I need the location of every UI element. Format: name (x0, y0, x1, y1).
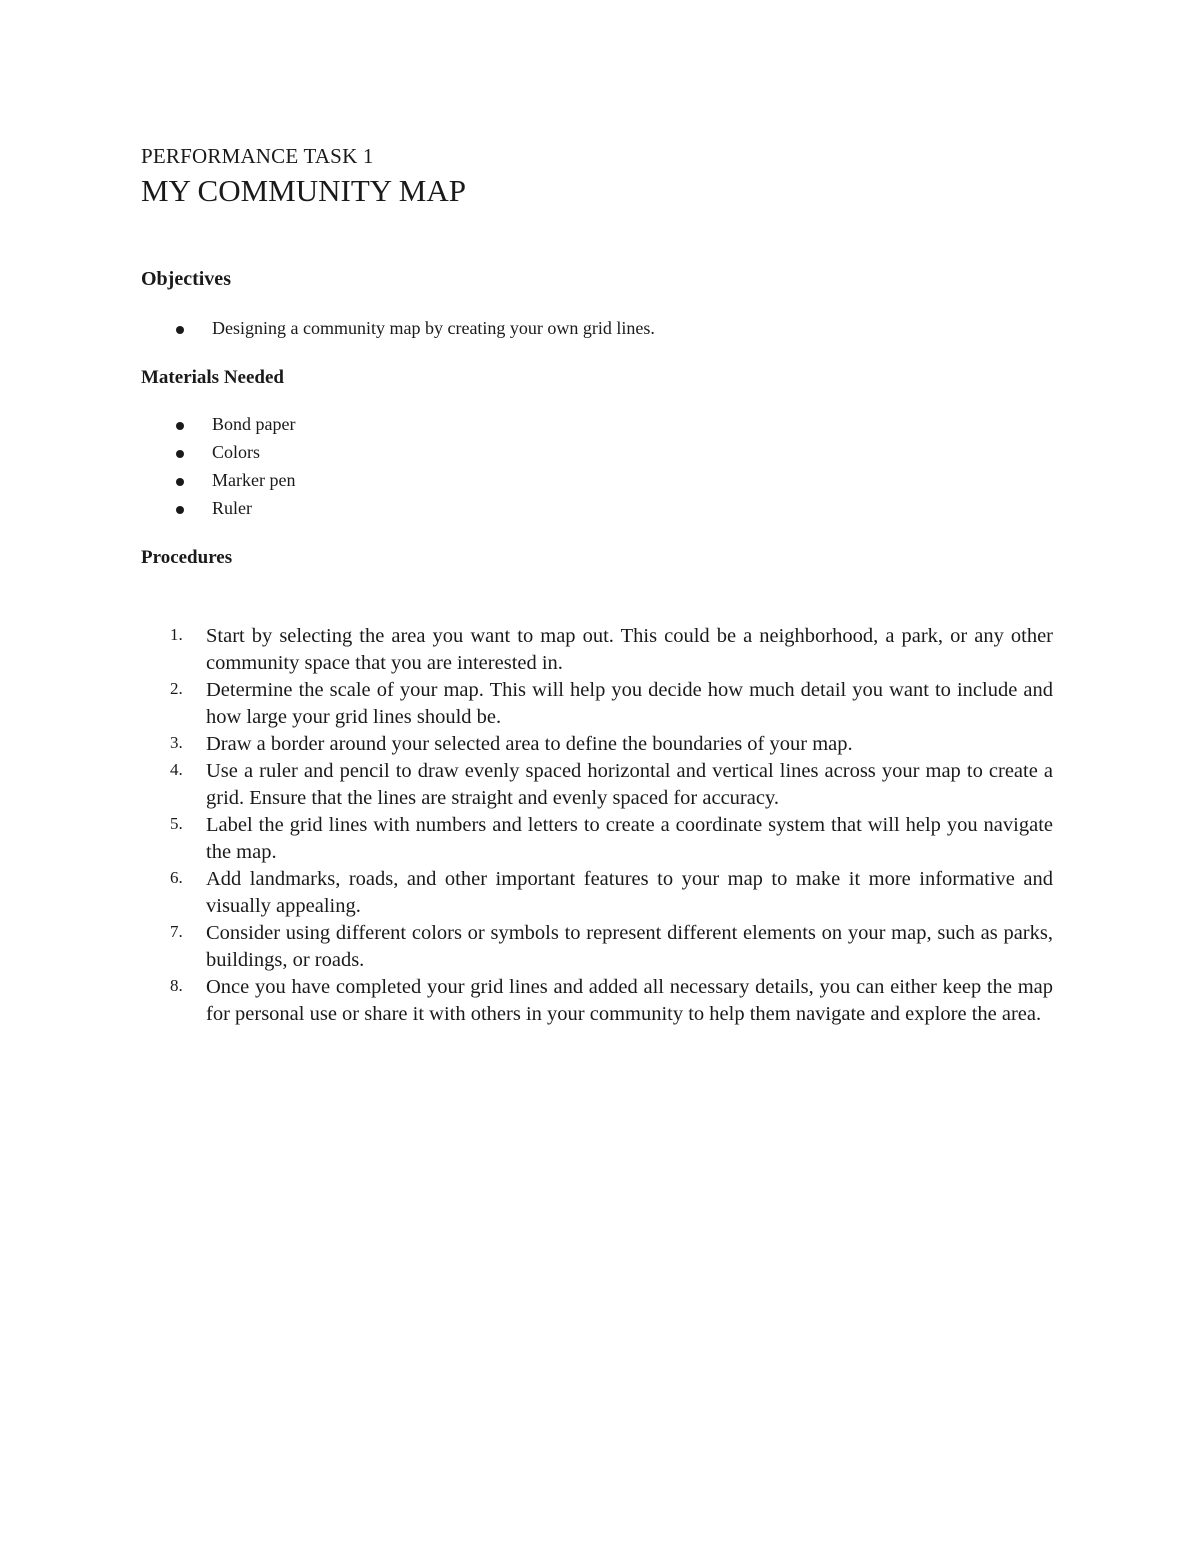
step-number: 7. (170, 922, 183, 941)
step-text: Once you have completed your grid lines and added all necessary details, you can either keep the map for personal use or share it with others in your community to help them navigate and explore the area. (206, 976, 1053, 1025)
list-item (0, 318, 1200, 346)
materials-list (0, 414, 1200, 526)
procedure-step (0, 758, 1200, 812)
step-text: Use a ruler and pencil to draw evenly spaced horizontal and vertical lines across your map to create a grid. Ensure that the lines are straight and evenly spaced for accuracy. (206, 760, 1053, 809)
step-text: Start by selecting the area you want to map out. This could be a neighborhood, a park, or any other community space that you are interested in. (206, 625, 1053, 674)
bullet-icon (176, 422, 184, 430)
procedure-step (0, 866, 1200, 920)
material-text: Marker pen (212, 470, 296, 490)
procedure-step (0, 623, 1200, 677)
step-number: 2. (170, 679, 183, 698)
bullet-icon (176, 506, 184, 514)
step-number: 1. (170, 625, 183, 644)
step-text: Determine the scale of your map. This will help you decide how much detail you want to include and how large your grid lines should be. (206, 679, 1053, 728)
objectives-list (0, 318, 1200, 346)
procedures-heading: Procedures (141, 547, 233, 568)
list-item (0, 442, 1200, 470)
material-text: Ruler (212, 498, 252, 518)
step-number: 4. (170, 760, 183, 779)
procedure-step (0, 920, 1200, 974)
step-number: 6. (170, 868, 183, 887)
objective-text: Designing a community map by creating your own grid lines. (212, 318, 655, 338)
document-title: MY COMMUNITY MAP (141, 173, 466, 208)
step-number: 3. (170, 733, 183, 752)
bullet-icon (176, 478, 184, 486)
step-text: Consider using different colors or symbols to represent different elements on your map, such as parks, buildings, or roads. (206, 922, 1053, 971)
material-text: Colors (212, 442, 261, 462)
step-text: Draw a border around your selected area to define the boundaries of your map. (206, 733, 853, 755)
procedure-step (0, 677, 1200, 731)
task-label: PERFORMANCE TASK 1 (141, 144, 374, 168)
step-number: 5. (170, 814, 183, 833)
step-text: Label the grid lines with numbers and letters to create a coordinate system that will help you navigate the map. (206, 814, 1053, 863)
list-item (0, 470, 1200, 498)
material-text: Bond paper (212, 414, 296, 434)
procedures-list (0, 623, 1200, 1028)
list-item (0, 414, 1200, 442)
procedure-step (0, 812, 1200, 866)
procedure-step (0, 731, 1200, 758)
materials-heading: Materials Needed (141, 367, 284, 388)
objectives-heading: Objectives (141, 268, 231, 290)
step-number: 8. (170, 976, 183, 995)
step-text: Add landmarks, roads, and other important features to your map to make it more informative and visually appealing. (206, 868, 1053, 917)
bullet-icon (176, 450, 184, 458)
list-item (0, 498, 1200, 526)
procedure-step (0, 974, 1200, 1028)
bullet-icon (176, 326, 184, 334)
